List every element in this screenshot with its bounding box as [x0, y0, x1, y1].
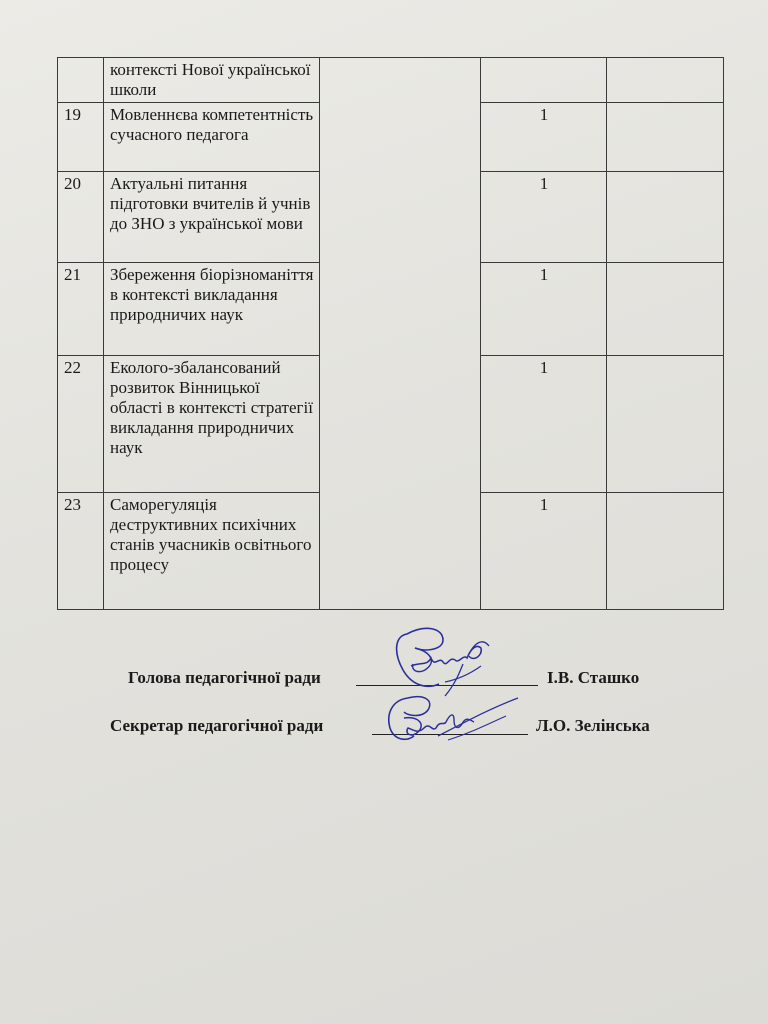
course-title: Збереження біорізноманіття в контексті викладання природничих наук [104, 263, 320, 356]
table-row [58, 58, 724, 103]
hours-cell: 1 [481, 356, 607, 493]
empty-cell [607, 172, 724, 263]
secretary-label: Секретар педагогічної ради [110, 716, 324, 735]
empty-cell [607, 493, 724, 610]
secretary-signature-mark [378, 690, 528, 760]
hours-cell: 1 [481, 103, 607, 172]
empty-cell [607, 58, 724, 103]
row-number: 20 [58, 172, 104, 263]
row-number: 22 [58, 356, 104, 493]
row-number: 19 [58, 103, 104, 172]
empty-cell [607, 356, 724, 493]
row-number [58, 58, 104, 103]
courses-table [57, 57, 724, 610]
course-title: Актуальні питання підготовки вчителів й учнів до ЗНО з української мови [104, 172, 320, 263]
empty-cell [607, 263, 724, 356]
course-title: Мовленнєва компетентність сучасного педагога [104, 103, 320, 172]
merged-cell [320, 58, 481, 610]
hours-cell: 1 [481, 263, 607, 356]
row-number: 23 [58, 493, 104, 610]
chair-label: Голова педагогічної ради [128, 668, 321, 687]
course-title: Саморегуляція деструктивних психічних станів учасників освітнього процесу [104, 493, 320, 610]
secretary-name: Л.О. Зелінська [536, 716, 650, 735]
hours-cell: 1 [481, 172, 607, 263]
hours-cell [481, 58, 607, 103]
hours-cell: 1 [481, 493, 607, 610]
course-title: Еколого-збалансований розвиток Вінницької області в контексті стратегії викладання природничих наук [104, 356, 320, 493]
row-number: 21 [58, 263, 104, 356]
empty-cell [607, 103, 724, 172]
course-title: контексті Нової української школи [104, 58, 320, 103]
chair-name: І.В. Сташко [547, 668, 640, 687]
